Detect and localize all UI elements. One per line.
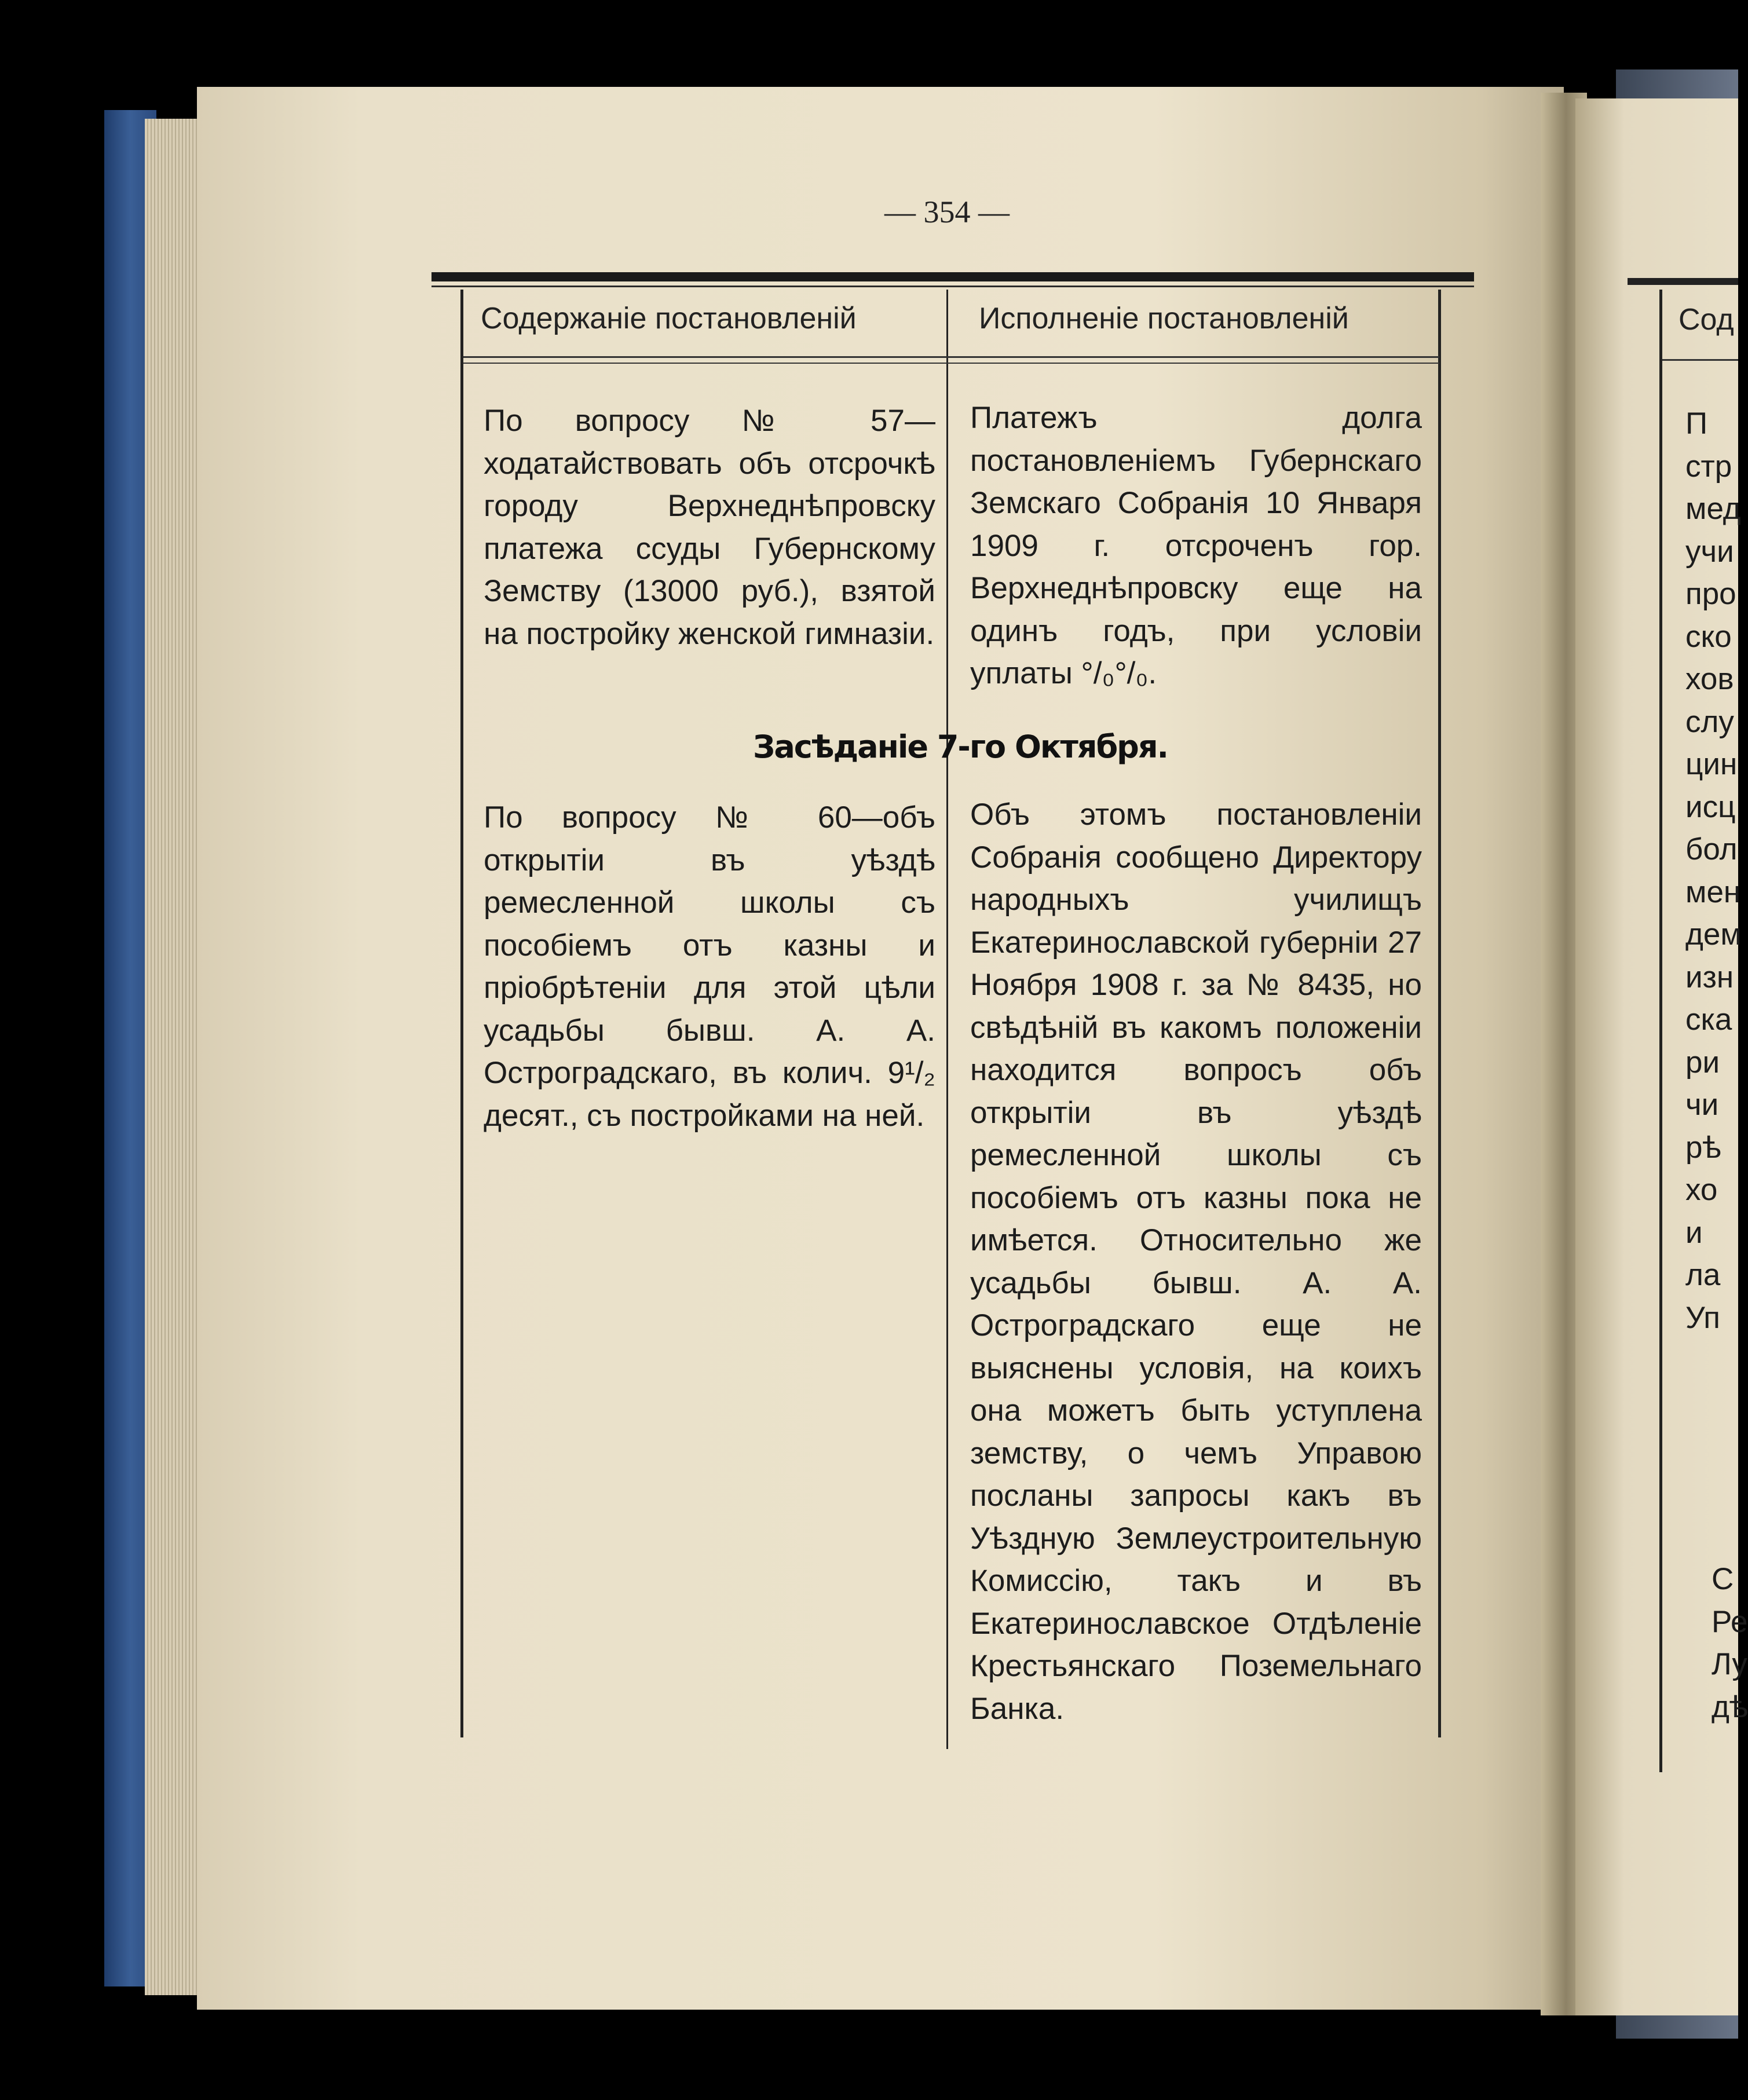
right-page-line-fragment: мед: [1685, 492, 1741, 526]
entry-content-text: По вопросу № 57—ходатайствовать объ отсрочкѣ городу Верхнеднѣпровску платежа ссуды Губернскому Земству (13000 руб.), взятой на постройку женской гимназіи.: [484, 404, 935, 651]
right-page-line-fragment: ла: [1685, 1258, 1721, 1292]
entry-execution-text: Объ этомъ постановленіи Собранія сообщено Директору народныхъ училищъ Екатеринославской губерніи 27 Ноября 1908 г. за № 8435, но свѣдѣній въ какомъ положеніи находится вопросъ объ открытіи въ уѣздѣ ремесленной школы съ пособіемъ отъ казны пока не имѣется. Относительно же усадьбы бывш. А. А. Остроградскаго еще не выяснены условія, на коихъ она можетъ быть уступлена земству, о чемъ Управою посланы запросы какъ въ Уѣздную Землеустроительную Комиссію, такъ и въ Екатеринославское Отдѣленіе Крестьянскаго Поземельнаго Банка.: [970, 797, 1422, 1726]
right-page-text-fragments: [1685, 403, 1742, 1339]
right-page-line-fragment: мен: [1685, 875, 1741, 909]
right-page-line-fragment: и: [1685, 1215, 1703, 1250]
right-page-line-fragment: цин: [1685, 747, 1738, 781]
right-page-line-fragment: дѣ: [1712, 1689, 1748, 1724]
entry-content-57: [484, 400, 935, 655]
right-page-line-fragment: ско: [1685, 619, 1732, 654]
column-header-execution: Исполненіе постановленій: [979, 302, 1349, 335]
right-page-line-fragment: бол: [1685, 832, 1738, 866]
table-column-divider: [946, 290, 948, 1749]
right-page-line-fragment: учи: [1685, 534, 1734, 569]
right-page-line-fragment: про: [1685, 577, 1736, 611]
entry-content-60: [484, 796, 935, 1137]
right-page-line-fragment: Уп: [1685, 1300, 1720, 1335]
header-rule: [463, 356, 1439, 358]
entry-execution-text: Платежъ долга постановленіемъ Губернскаго Земскаго Собранія 10 Января 1909 г. отсроченъ гор. Верхнеднѣпровску еще на одинъ годъ, при условіи уплаты °/₀°/₀.: [970, 401, 1422, 690]
entry-content-text: По вопросу № 60—объ открытіи въ уѣздѣ ремесленной школы съ пособіемъ отъ казны и пріобрѣтеніи для этой цѣли усадьбы бывш. А. А. Остроградскаго, въ колич. 9¹/₂ десят., съ постройками на ней.: [484, 800, 935, 1133]
right-page-line-fragment: Ре: [1712, 1604, 1748, 1639]
entry-execution-60: [970, 793, 1422, 1730]
table-border-right: [1438, 290, 1441, 1737]
right-page-line-fragment: ска: [1685, 1003, 1732, 1037]
right-page-line-fragment: ри: [1685, 1045, 1720, 1080]
right-page-header-fragment: Сод: [1678, 303, 1734, 336]
header-rule-double: [463, 363, 1439, 364]
right-page-line-fragment: чи: [1685, 1088, 1719, 1122]
right-page-top-rule: [1628, 278, 1738, 285]
top-rule-thin: [431, 286, 1474, 287]
right-page-line-fragment: исц: [1685, 789, 1736, 824]
right-page-line-fragment: рѣ: [1685, 1130, 1721, 1165]
session-title: Засѣданіе 7-го Октября.: [753, 729, 1168, 765]
right-page-header-rule: [1662, 359, 1738, 361]
right-page-line-fragment: Лу: [1712, 1647, 1747, 1681]
entry-execution-57: [970, 397, 1422, 695]
top-rule: [431, 272, 1474, 281]
table-border-left: [460, 290, 463, 1737]
right-page-line-fragment: дем: [1685, 917, 1742, 952]
right-page-line-fragment: С: [1712, 1562, 1734, 1596]
column-header-content: Содержаніе постановленій: [481, 302, 857, 335]
right-page-line-fragment: стр: [1685, 449, 1732, 484]
page-number: — 354 —: [884, 195, 1010, 229]
right-page-line-fragment: хов: [1685, 662, 1734, 696]
right-page-line-fragment: П: [1685, 407, 1708, 441]
right-page-table-border: [1659, 290, 1662, 1772]
right-page-line-fragment: изн: [1685, 960, 1734, 994]
right-page-line-fragment: слу: [1685, 704, 1734, 739]
right-page-line-fragment: хо: [1685, 1173, 1718, 1207]
right-page-text-fragments-lower: [1712, 1558, 1748, 1728]
